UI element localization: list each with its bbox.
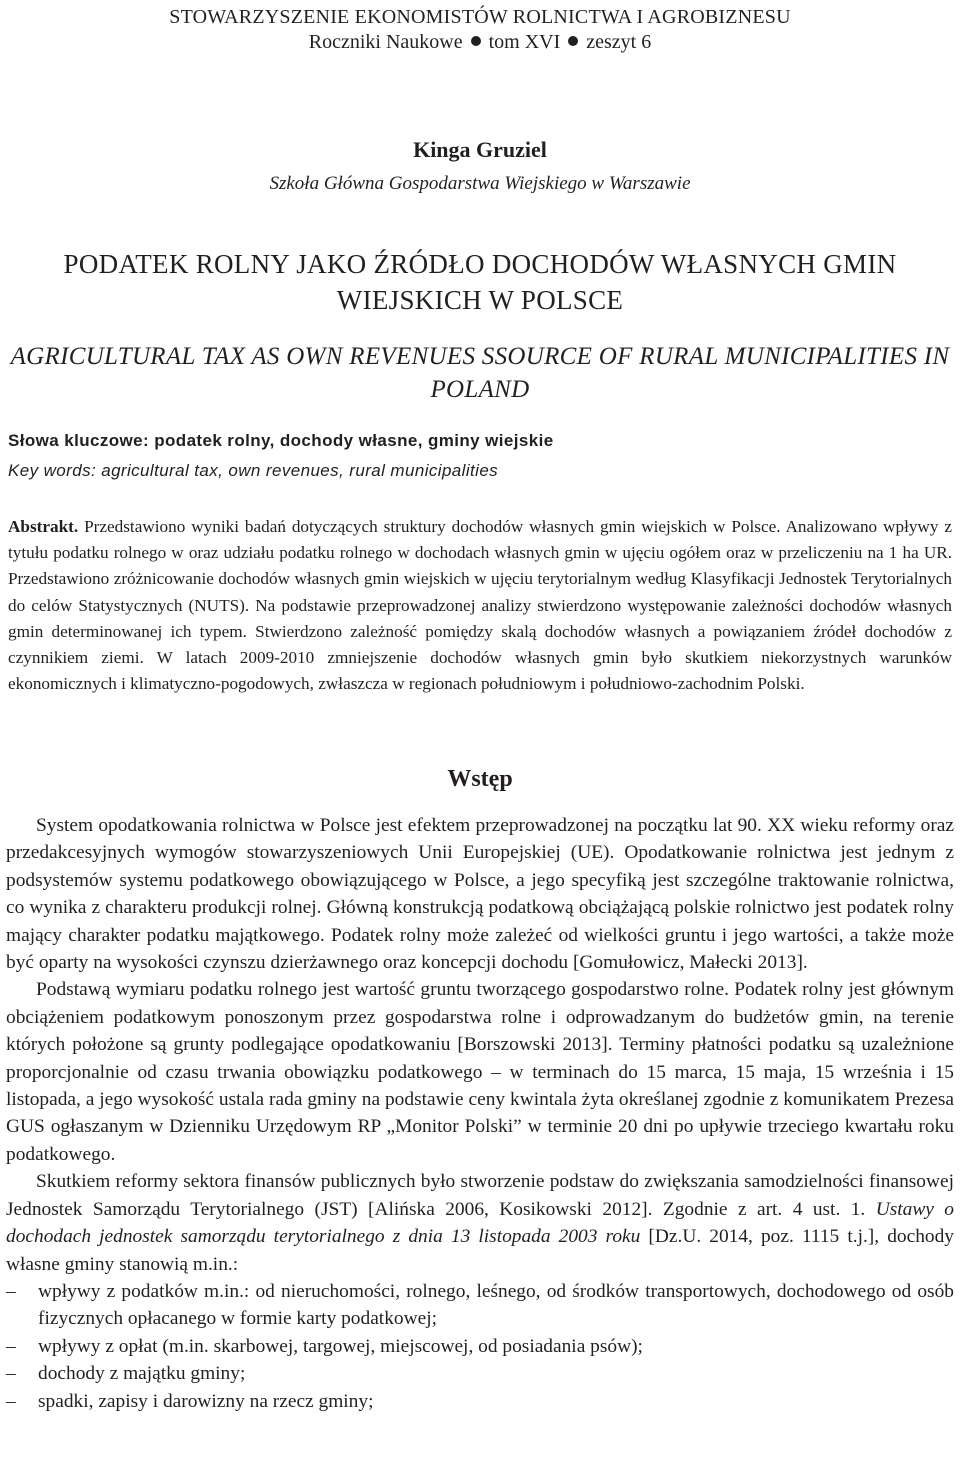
paragraph-3-text-end: [Dz.U. 2014, poz. 1115 t.j.], dochody własne gminy stanowią m.in.: (6, 1226, 954, 1275)
list-item (6, 1278, 954, 1333)
list-item (6, 1333, 954, 1360)
keywords-polish: Słowa kluczowe: podatek rolny, dochody własne, gminy wiejskie (8, 431, 554, 450)
list-item-text: wpływy z podatków m.in.: od nieruchomości, rolnego, leśnego, od środków transportowych, dochodowego od osób fizycznych opłacanego w formie karty podatkowej; (38, 1280, 954, 1330)
revenue-list (6, 1278, 954, 1415)
abstract-label: Abstrakt. (8, 517, 79, 536)
list-item-text: wpływy z opłat (m.in. skarbowej, targowej, miejscowej, od posiadania psów); (38, 1335, 643, 1357)
list-item (6, 1360, 954, 1387)
section-heading: Wstęp (447, 766, 513, 792)
paragraph-3-text: Skutkiem reformy sektora finansów publicznych było stworzenie podstaw do zwiększania samodzielności finansowej Jednostek Samorządu Terytorialnego (JST) [Alińska 2006, Kosikowski 2012]. Zgodnie z art. 4 ust. 1. (6, 1171, 954, 1220)
dash-marker: – (6, 1363, 16, 1385)
dash-marker: – (6, 1390, 16, 1412)
list-item-text: dochody z majątku gminy; (38, 1363, 246, 1385)
dash-marker: – (6, 1335, 16, 1357)
list-item (6, 1388, 954, 1415)
abstract (8, 514, 952, 697)
abstract-text: Przedstawiono wyniki badań dotyczących struktury dochodów własnych gmin wiejskich w Polsce. Analizowano wpływy z tytułu podatku rolnego w oraz udziału podatku rolnego w dochodach własnych gmin w ujęciu ogółem oraz w przeliczeniu na 1 ha UR. Przedstawiono zróżnicowanie dochodów własnych gmin wiejskich w ujęciu terytorialnym według Klasyfikacji Jednostek Terytorialnych do celów Statystycznych (NUTS). Na podstawie przeprowadzonej analizy stwierdzono występowanie zależności dochodów własnych gmin determinowanej ich typem. Stwierdzono zależność pomiędzy skalą dochodów własnych a powiązaniem źródeł dochodów z czynnikiem ziemi. W latach 2009-2010 zmniejszenie dochodów własnych gmin było skutkiem niekorzystnych warunków ekonomicznych i klimatyczno-pogodowych, zwłaszcza w regionach południowym i południowo-zachodnim Polski. (8, 517, 952, 694)
journal-header (0, 31, 960, 54)
title-english: AGRICULTURAL TAX AS OWN REVENUES SSOURCE OF RURAL MUNICIPALITIES IN POLAND (10, 343, 950, 403)
author-name: Kinga Gruziel (413, 137, 547, 162)
title-polish: PODATEK ROLNY JAKO ŹRÓDŁO DOCHODÓW WŁASNYCH GMIN WIEJSKICH W POLSCE (63, 249, 897, 315)
journal-volume: tom XVI (488, 31, 561, 53)
paragraph-2: Podstawą wymiaru podatku rolnego jest wartość gruntu tworzącego gospodarstwo rolne. Podatek rolny jest głównym obciążeniem podatkowym ponoszonym przez gospodarstwa rolne i odprowadzanym do budżetów gmin, na terenie których położone są grunty podlegające opodatkowaniu [Borszowski 2013]. Terminy płatności podatku są uzależnione proporcjonalnie od czasu trwania obowiązku podatkowego – w terminach do 15 marca, 15 maja, 15 września i 15 listopada, a jego wysokość ustala rada gminy na podstawie ceny kwintala żyta określanej zgodnie z komunikatem Prezesa GUS ogłaszanym w Dzienniku Urzędowym RP „Monitor Polski” w terminie 20 dni po upływie trzeciego kwartału roku podatkowego. (6, 979, 954, 1165)
act-title: Ustawy o dochodach jednostek samorządu terytorialnego z dnia 13 listopada 2003 roku (6, 1198, 954, 1248)
author-affiliation: Szkoła Główna Gospodarstwa Wiejskiego w Warszawie (269, 173, 691, 194)
society-header: STOWARZYSZENIE EKONOMISTÓW ROLNICTWA I AGROBIZNESU (169, 6, 791, 28)
bullet-icon (471, 36, 481, 46)
list-item-text: spadki, zapisy i darowizny na rzecz gminy; (38, 1390, 374, 1412)
paragraph-1: System opodatkowania rolnictwa w Polsce jest efektem przeprowadzonej na początku lat 90. XX wieku reformy oraz przedakcesyjnych wymogów stowarzyszeniowych Unii Europejskiej (UE). Opodatkowanie rolnictwa jest jednym z podsystemów systemu podatkowego obowiązującego w Polsce, a jego specyfiką jest szczególne traktowanie rolnictwa, co wynika z charakteru produkcji rolnej. Główną konstrukcją podatkową obciążającą polskie rolnictwo jest podatek rolny mający charakter podatku majątkowego. Podatek rolny może zależeć od wielkości gruntu i jego wartości, a także może być oparty na wysokości czynszu dzierżawnego oraz koncepcji dochodu [Gomułowicz, Małecki 2013]. (6, 815, 954, 974)
keywords-english: Key words: agricultural tax, own revenues, rural municipalities (8, 461, 499, 480)
bullet-icon (568, 36, 578, 46)
dash-marker: – (6, 1280, 16, 1302)
journal-name: Roczniki Naukowe (308, 31, 463, 53)
body-text (6, 812, 954, 1415)
journal-issue: zeszyt 6 (586, 31, 652, 53)
paragraph-3 (6, 1168, 954, 1278)
